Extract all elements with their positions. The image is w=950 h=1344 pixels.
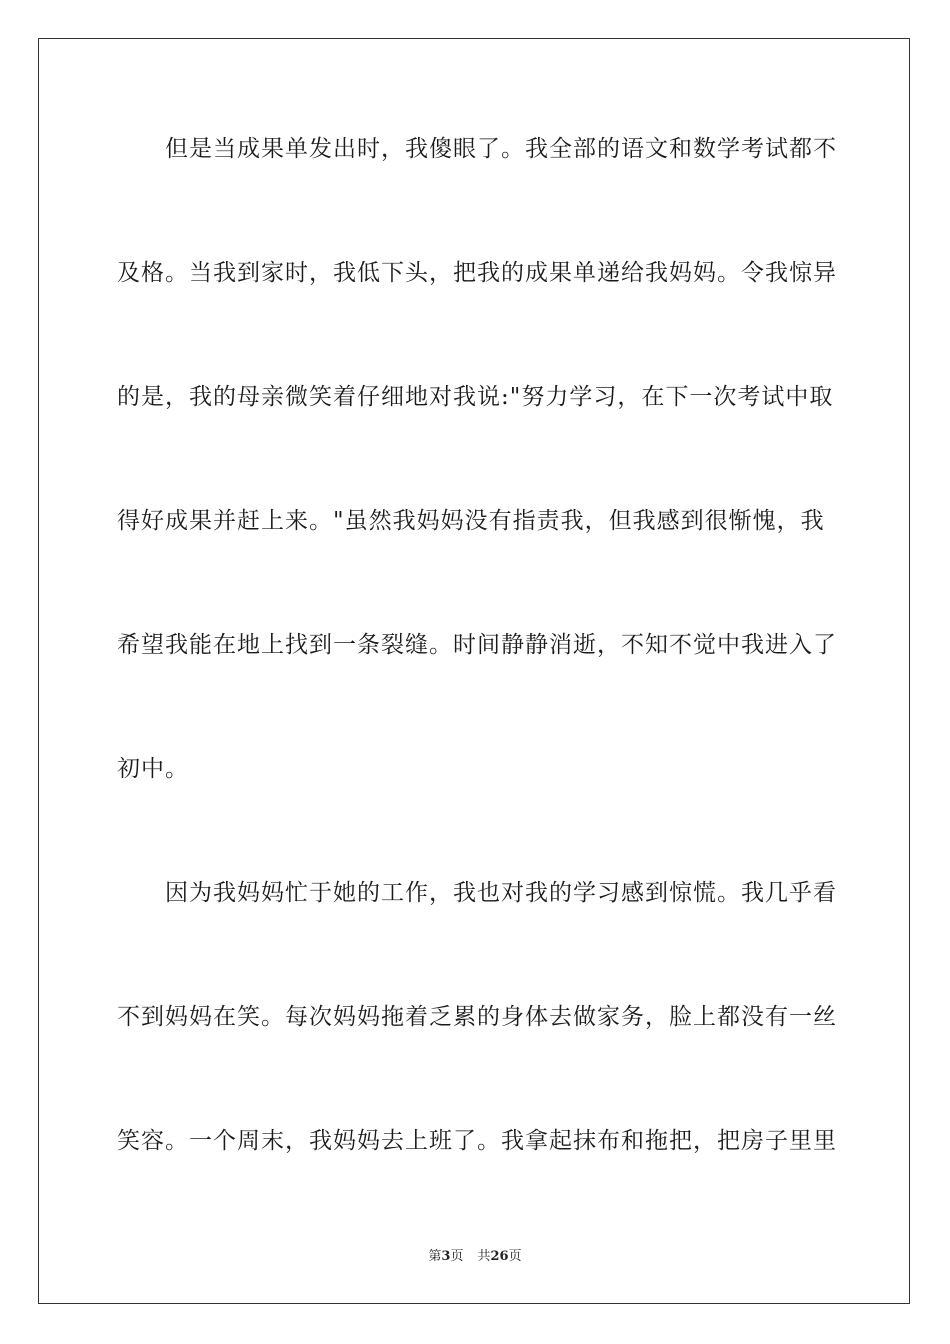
page-prefix: 第 [428,1249,442,1264]
text-line: 及格。当我到家时，我低下头，把我的成果单递给我妈妈。令我惊异 [117,260,837,286]
current-page-number: 3 [441,1249,451,1264]
total-page-number: 26 [490,1249,509,1264]
page-footer [0,1249,950,1265]
text-line: 的是，我的母亲微笑着仔细地对我说:"努力学习，在下一次考试中取 [117,384,834,410]
text-line: 不到妈妈在笑。每次妈妈拖着乏累的身体去做家务，脸上都没有一丝 [117,1004,837,1030]
total-suffix: 页 [508,1249,522,1264]
text-line: 因为我妈妈忙于她的工作，我也对我的学习感到惊慌。我几乎看 [165,880,837,906]
text-line: 得好成果并赶上来。"虽然我妈妈没有指责我，但我感到很惭愧，我 [117,508,825,534]
page-border [38,38,910,1304]
text-line: 但是当成果单发出时，我傻眼了。我全部的语文和数学考试都不 [165,136,837,162]
text-line: 笑容。一个周末，我妈妈去上班了。我拿起抹布和拖把，把房子里里 [117,1128,837,1154]
text-line: 希望我能在地上找到一条裂缝。时间静静消逝，不知不觉中我进入了 [117,632,837,658]
page-suffix: 页 [450,1249,464,1264]
total-prefix: 共 [477,1249,491,1264]
text-line: 初中。 [117,756,189,782]
